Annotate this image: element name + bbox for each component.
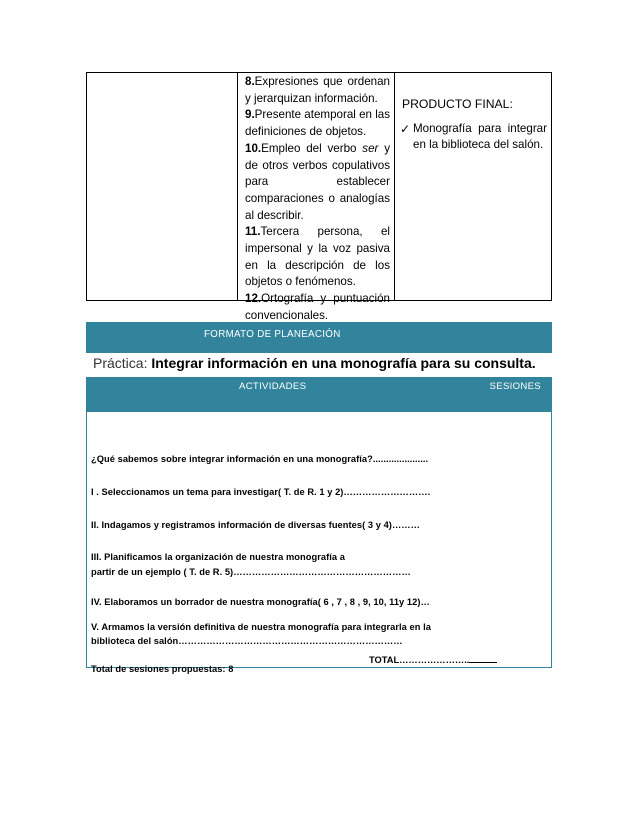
activity-intro: ¿Qué sabemos sobre integrar información en una monografía?.....................: [91, 454, 429, 464]
sessions-column-header: SESIONES: [489, 381, 541, 392]
product-cell: [395, 73, 551, 300]
activity-5-line-1: V. Armamos la versión definitiva de nuestra monografía para integrarla en la: [91, 622, 431, 632]
criterion-8: 8.Expresiones que ordenan y jerarquizan información.: [245, 75, 390, 105]
criteria-table: [86, 72, 552, 322]
total-line: [369, 653, 497, 665]
activity-2: II. Indagamos y registramos información de diversas fuentes( 3 y 4)………: [91, 520, 420, 530]
check-icon: ✓: [400, 121, 411, 136]
planning-header: [86, 322, 552, 353]
activity-1: I . Seleccionamos un tema para investigar( T. de R. 1 y 2)……………………….: [91, 487, 431, 497]
product-item-text: Monografía para integrar en la biblioteca del salón.: [413, 121, 547, 152]
product-item: [400, 121, 547, 154]
criterion-11: 11.Tercera persona, el impersonal y la voz pasiva en la descripción de los objetos o fenómenos.: [245, 225, 390, 289]
activity-4: IV. Elaboramos un borrador de nuestra monografía( 6 , 7 , 8 , 9, 10, 11y 12)…: [91, 597, 430, 607]
total-label: TOTAL…………………..: [369, 655, 470, 665]
empty-cell: [87, 73, 238, 300]
practice-label: Práctica:: [93, 355, 148, 371]
criterion-9: 9.Presente atemporal en las definiciones de objetos.: [245, 108, 391, 139]
practice-title: Integrar información en una monografía para su consulta.: [151, 355, 536, 371]
product-title: PRODUCTO FINAL:: [402, 97, 513, 111]
practice-line: [93, 353, 553, 373]
activity-3-line-2: partir de un ejemplo ( T. de R. 5)…………………………………………………: [91, 567, 411, 577]
criterion-10: 10.Empleo del verbo ser y de otros verbos copulativos para establecer comparaciones o analogías al describir.: [245, 141, 390, 222]
activities-column-header: ACTIVIDADES: [239, 381, 307, 392]
criteria-cell: [238, 73, 395, 322]
criterion-12: 12.Ortografía y puntuación convencionales.: [245, 292, 390, 322]
planning-title: FORMATO DE PLANEACIÓN: [204, 329, 341, 340]
activity-3-line-1: III. Planificamos la organización de nuestra monografía a: [91, 552, 345, 562]
activity-5-line-2: biblioteca del salón………………………………………………………………: [91, 636, 403, 646]
activities-table: [86, 377, 552, 674]
activities-header: [87, 377, 551, 412]
total-blank: [469, 653, 497, 663]
total-sessions: Total de sesiones propuestas: 8: [91, 664, 234, 674]
